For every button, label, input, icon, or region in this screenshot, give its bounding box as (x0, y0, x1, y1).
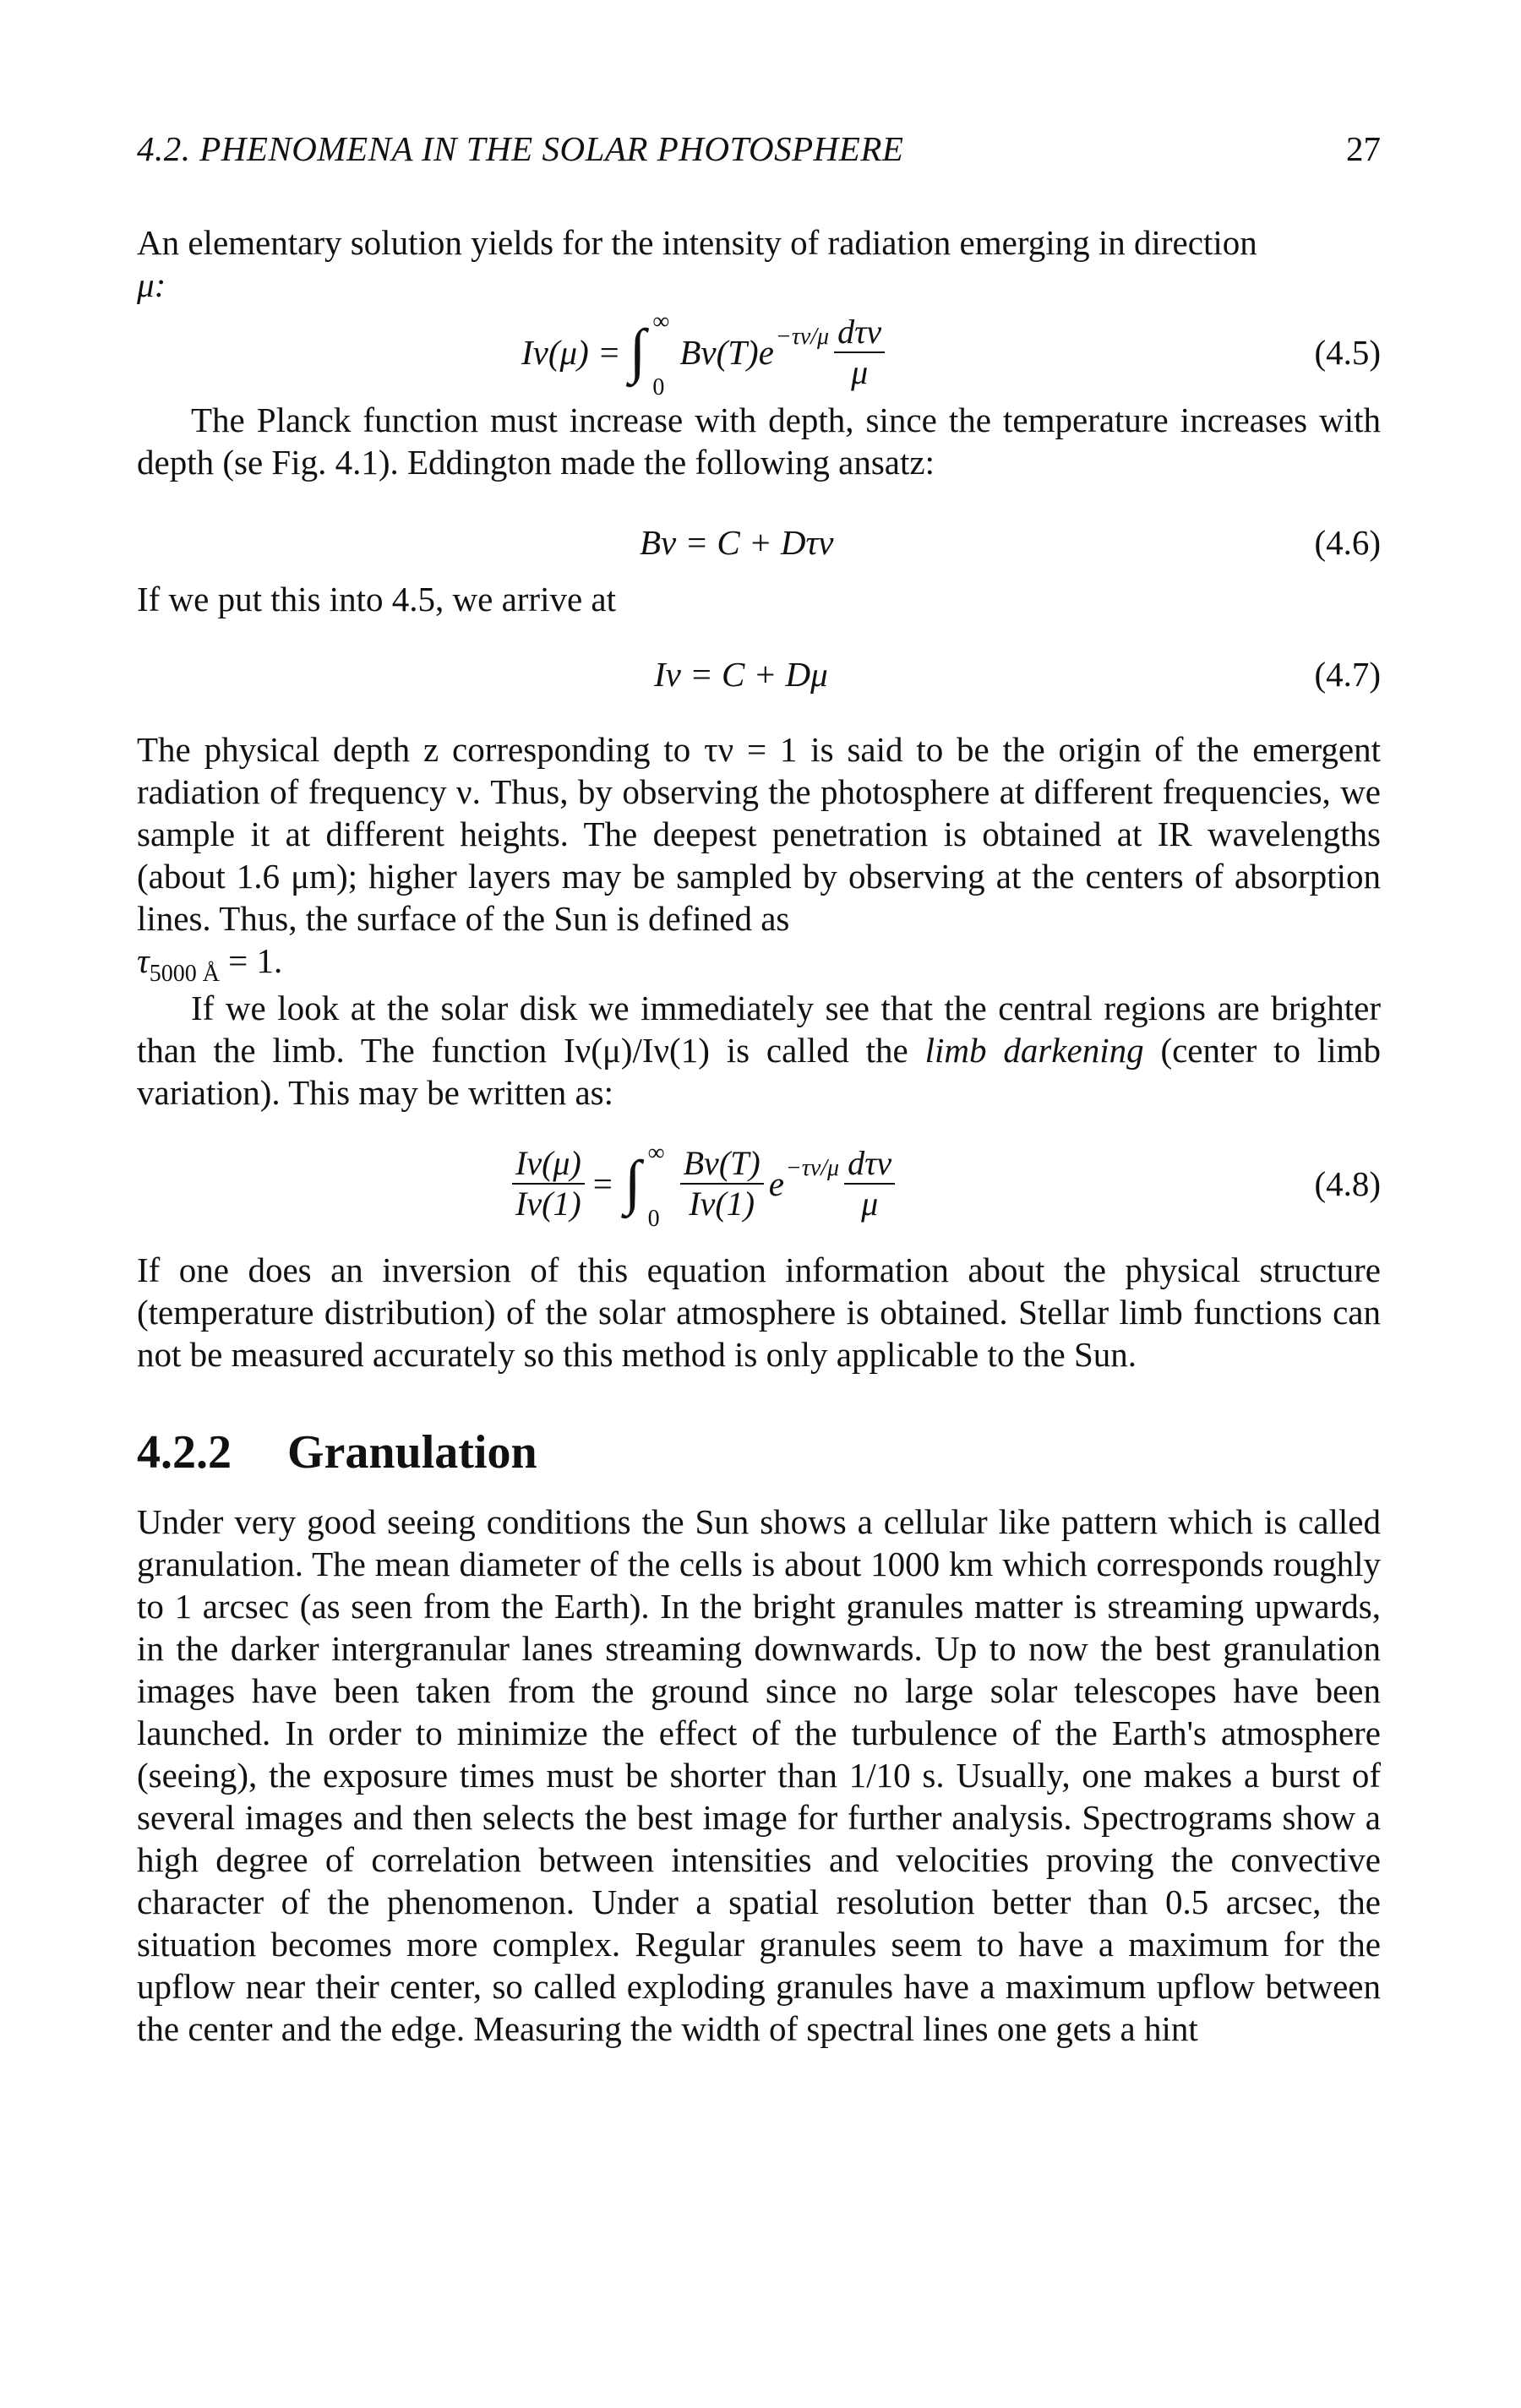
paragraph-physical-depth (137, 728, 1381, 987)
term-limb-darkening: limb darkening (924, 1031, 1144, 1070)
fraction-denominator: μ (851, 353, 869, 391)
fraction-denominator: Iν(1) (515, 1185, 581, 1223)
paragraph-text: An elementary solution yields for the intensity of radiation emerging in direction (137, 223, 1257, 262)
differential-fraction (834, 313, 885, 392)
fraction-denominator: Iν(1) (689, 1185, 755, 1223)
eq-lhs: Iν(μ) = (521, 333, 621, 372)
paragraph-limb-darkening (137, 987, 1381, 1114)
paragraph-text: The physical depth z corresponding to τν = 1 is said to be the origin of the emergent radiation of frequency ν. Thus, by observing the photosphere at different frequencies, we sample it at different heights. The deepest penetration is obtained at IR wavelengths (about 1.6 μm); higher layers may be sampled by observing at the centers of absorption lines. Thus, the surface of the Sun is defined as (137, 730, 1381, 938)
paragraph-planck: The Planck function must increase with depth, since the temperature increases with depth (se Fig. 4.1). Eddington made the following ansatz: (137, 400, 1381, 482)
integral-limits (652, 308, 670, 400)
paragraph-text: If we look at the solar disk we immediately see that the central regions are brighter than the limb. The function Iν(μ)/Iν(1) is called the (137, 989, 1381, 1070)
tau-equation-tail: = 1. (219, 941, 283, 980)
tau-index: 5000 Å (149, 961, 220, 987)
equation-number: (4.5) (1314, 333, 1381, 372)
equation-number: (4.6) (1314, 523, 1381, 562)
planck-ratio-fraction (680, 1144, 764, 1223)
fraction-numerator: Bν(T) (680, 1144, 764, 1185)
fraction-denominator: μ (861, 1185, 879, 1223)
paragraph-text-tail: (center to limb variation). This may be written as: (137, 1031, 1382, 1112)
section-title: Granulation (287, 1426, 537, 1479)
equation-4-6 (137, 507, 1381, 578)
tau-symbol: τ (137, 941, 150, 980)
fraction-numerator: dτν (844, 1144, 895, 1185)
integral-lower: 0 (652, 374, 665, 400)
integrand: Bν(T)e (679, 333, 774, 372)
paragraph-granulation: Under very good seeing conditions the Sun shows a cellular like pattern which is called granulation. The mean diameter of the cells is about 1000 km which corresponds roughly to 1 arcsec (as seen from the Earth). In the bright granules matter is streaming upwards, in the darker intergranular lanes streaming downwards. Up to now the best granulation images have been taken from the ground since no large solar telescopes have been launched. In order to minimize the effect of the turbulence of the Earth's atmosphere (seeing), the exposure times must be shorter than 1/10 s. Usually, one makes a burst of several images and then selects the best image for further analysis. Spectrograms show a high degree of correlation between intensities and velocities proving the convective character of the phenomenon. Under a spatial resolution better than 0.5 arcsec, the situation becomes more complex. Regular granules seem to have a maximum for the upflow near their center, so called exploding granules have a maximum upflow between the center and the edge. Measuring the width of spectral lines one gets a hint (137, 1502, 1381, 2048)
equals-sign: = (592, 1164, 613, 1203)
differential-fraction (844, 1144, 895, 1223)
page-number: 27 (1346, 129, 1381, 168)
integral-sign: ∫ (624, 1148, 641, 1216)
page-body (137, 221, 1381, 2050)
section-heading (137, 1423, 1381, 1482)
equation-expression: Bν = C + Dτν (640, 523, 834, 562)
lhs-fraction (512, 1144, 585, 1223)
equation-number: (4.8) (1314, 1164, 1381, 1203)
exponent: −τν/μ (775, 324, 830, 350)
equation-expression (507, 1137, 900, 1230)
equation-expression (521, 306, 890, 399)
equation-4-7 (137, 639, 1381, 710)
paragraph-intensity-intro (137, 221, 1381, 306)
running-header (137, 128, 1381, 176)
section-number: 4.2.2 (137, 1426, 232, 1479)
paragraph-substitution: If we put this into 4.5, we arrive at (137, 580, 617, 618)
fraction-numerator: dτν (834, 313, 885, 353)
equation-number: (4.7) (1314, 655, 1381, 694)
paragraph-inversion: If one does an inversion of this equation information about the physical structure (temperature distribution) of the solar atmosphere is obtained. Stellar limb functions can not be measured accurately so this method is only applicable to the Sun. (137, 1250, 1381, 1374)
equation-4-8 (137, 1137, 1381, 1230)
mu-symbol: μ: (137, 265, 166, 304)
equation-4-5 (137, 306, 1381, 399)
running-head: 4.2. PHENOMENA IN THE SOLAR PHOTOSPHERE (137, 129, 904, 168)
fraction-numerator: Iν(μ) (512, 1144, 585, 1185)
integral-upper: ∞ (652, 308, 670, 335)
integral-upper: ∞ (647, 1140, 665, 1166)
exponential-base: e (768, 1164, 784, 1203)
integral-limits (647, 1140, 665, 1232)
equation-expression: Iν = C + Dμ (654, 655, 828, 694)
integral-lower: 0 (647, 1206, 660, 1232)
integral-sign: ∫ (629, 317, 646, 384)
exponent: −τν/μ (785, 1155, 840, 1181)
